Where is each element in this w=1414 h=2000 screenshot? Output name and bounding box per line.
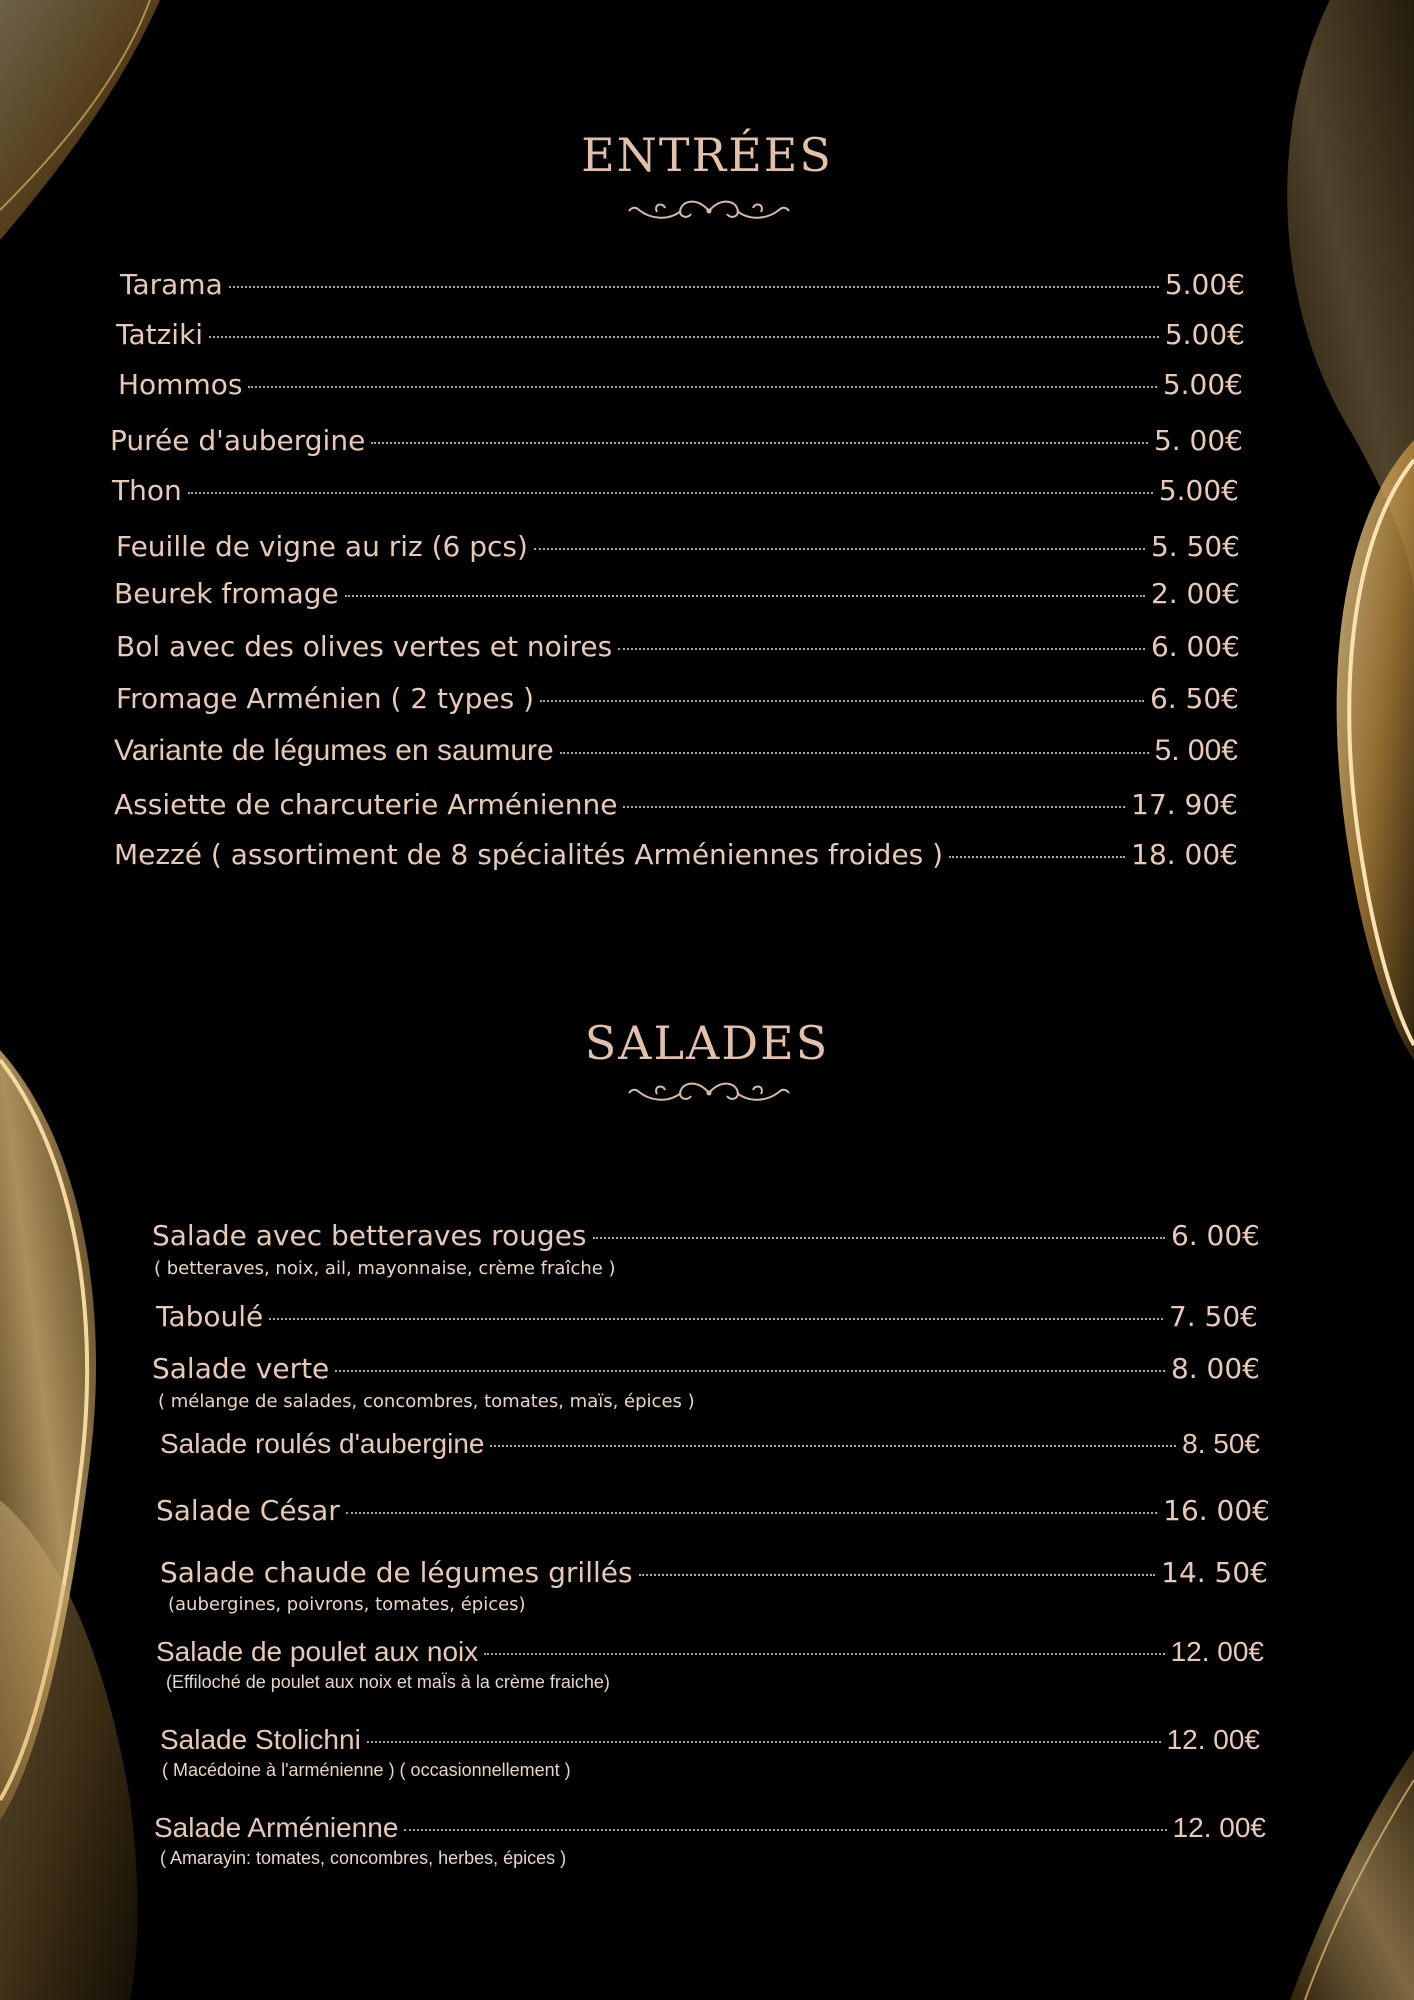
item-price: 12. 00€ [1172,1812,1266,1843]
item-price: 7. 50€ [1168,1300,1258,1333]
dot-leader [623,806,1125,808]
item-price: 6. 00€ [1150,630,1240,663]
item-price: 8. 50€ [1182,1428,1260,1459]
item-name: Tarama [120,268,223,301]
dot-leader [346,1512,1157,1514]
item-description: ( Macédoine à l'arménienne ) ( occasionnellement ) [162,1760,571,1780]
menu-item [116,630,1240,663]
menu-item [118,368,1243,401]
dot-leader [560,752,1149,754]
menu-item [112,474,1239,507]
menu-item [114,734,1238,768]
menu-item [116,530,1240,563]
menu-item [116,318,1245,351]
dot-leader [949,856,1125,858]
item-name: Assiette de charcuterie Arménienne [114,788,618,821]
item-name: Thon [112,474,182,507]
dot-leader [534,548,1145,550]
menu-item [114,838,1238,871]
ornament-divider-icon [627,194,791,228]
item-name: Purée d'aubergine [110,424,366,457]
ornament-divider-icon [627,1076,791,1110]
menu-item [154,1812,1266,1844]
item-price: 16. 00€ [1163,1494,1270,1527]
item-price: 5.00€ [1164,318,1245,351]
dot-leader [618,648,1145,650]
dot-leader [371,442,1148,444]
item-price: 2. 00€ [1150,577,1240,610]
menu-item [156,1300,1258,1333]
item-description: ( Amarayin: tomates, concombres, herbes, épices ) [160,1848,567,1868]
menu-item [152,1352,1260,1385]
dot-leader [490,1445,1176,1447]
item-name: Feuille de vigne au riz (6 pcs) [116,530,528,563]
item-name: Salade avec betteraves rouges [152,1219,587,1252]
item-name: Variante de légumes en saumure [114,734,554,767]
item-name: Salade roulés d'aubergine [160,1428,485,1459]
dot-leader [229,286,1159,288]
dot-leader [484,1653,1164,1655]
item-name: Salade Arménienne [154,1812,399,1843]
item-description: ( mélange de salades, concombres, tomates, maïs, épices ) [158,1391,695,1412]
menu-item [110,424,1243,457]
item-price: 5.00€ [1158,474,1239,507]
item-description: (aubergines, poivrons, tomates, épices) [168,1594,526,1615]
item-price: 6. 00€ [1170,1219,1260,1252]
item-description: (Effiloché de poulet aux noix et maÏs à la crème fraiche) [166,1672,610,1692]
dot-leader [248,386,1156,388]
menu-item [152,1219,1260,1252]
menu-item [114,577,1240,610]
menu-item [120,268,1245,301]
menu-item [160,1428,1260,1460]
item-name: Salade de poulet aux noix [156,1636,479,1667]
item-price: 17. 90€ [1131,788,1238,821]
dot-leader [593,1237,1165,1239]
item-price: 5.00€ [1164,268,1245,301]
dot-leader [345,595,1145,597]
dot-leader [335,1370,1165,1372]
dot-leader [367,1741,1161,1743]
dot-leader [404,1829,1166,1831]
section-title-entrees: ENTRÉES [581,128,833,182]
item-name: Salade chaude de légumes grillés [160,1556,633,1589]
menu-item [160,1556,1268,1589]
menu-item [114,788,1238,821]
item-price: 6. 50€ [1149,682,1239,715]
item-price: 8. 00€ [1170,1352,1260,1385]
dot-leader [269,1318,1163,1320]
menu-item [156,1636,1264,1668]
item-price: 18. 00€ [1131,838,1238,871]
item-name: Salade Stolichni [160,1724,361,1755]
menu-item [156,1494,1270,1527]
dot-leader [188,492,1153,494]
dot-leader [540,700,1144,702]
item-name: Taboulé [156,1300,264,1333]
menu-item [116,682,1239,715]
item-price: 5.00€ [1162,368,1243,401]
item-name: Salade verte [152,1352,330,1385]
menu-item [160,1724,1260,1756]
section-title-salades: SALADES [584,1016,830,1070]
item-name: Bol avec des olives vertes et noires [116,630,613,663]
item-price: 5. 50€ [1150,530,1240,563]
item-price: 5. 00€ [1153,424,1243,457]
item-name: Mezzé ( assortiment de 8 spécialités Arméniennes froides ) [114,838,944,871]
item-price: 12. 00€ [1166,1724,1260,1755]
item-name: Tatziki [116,318,204,351]
dot-leader [639,1574,1156,1576]
item-price: 14. 50€ [1161,1556,1268,1589]
item-name: Salade César [156,1494,340,1527]
dot-leader [209,336,1159,338]
item-name: Beurek fromage [114,577,339,610]
item-name: Hommos [118,368,243,401]
item-price: 5. 00€ [1154,734,1238,767]
item-price: 12. 00€ [1170,1636,1264,1667]
item-description: ( betteraves, noix, ail, mayonnaise, crème fraîche ) [154,1258,616,1279]
item-name: Fromage Arménien ( 2 types ) [116,682,535,715]
